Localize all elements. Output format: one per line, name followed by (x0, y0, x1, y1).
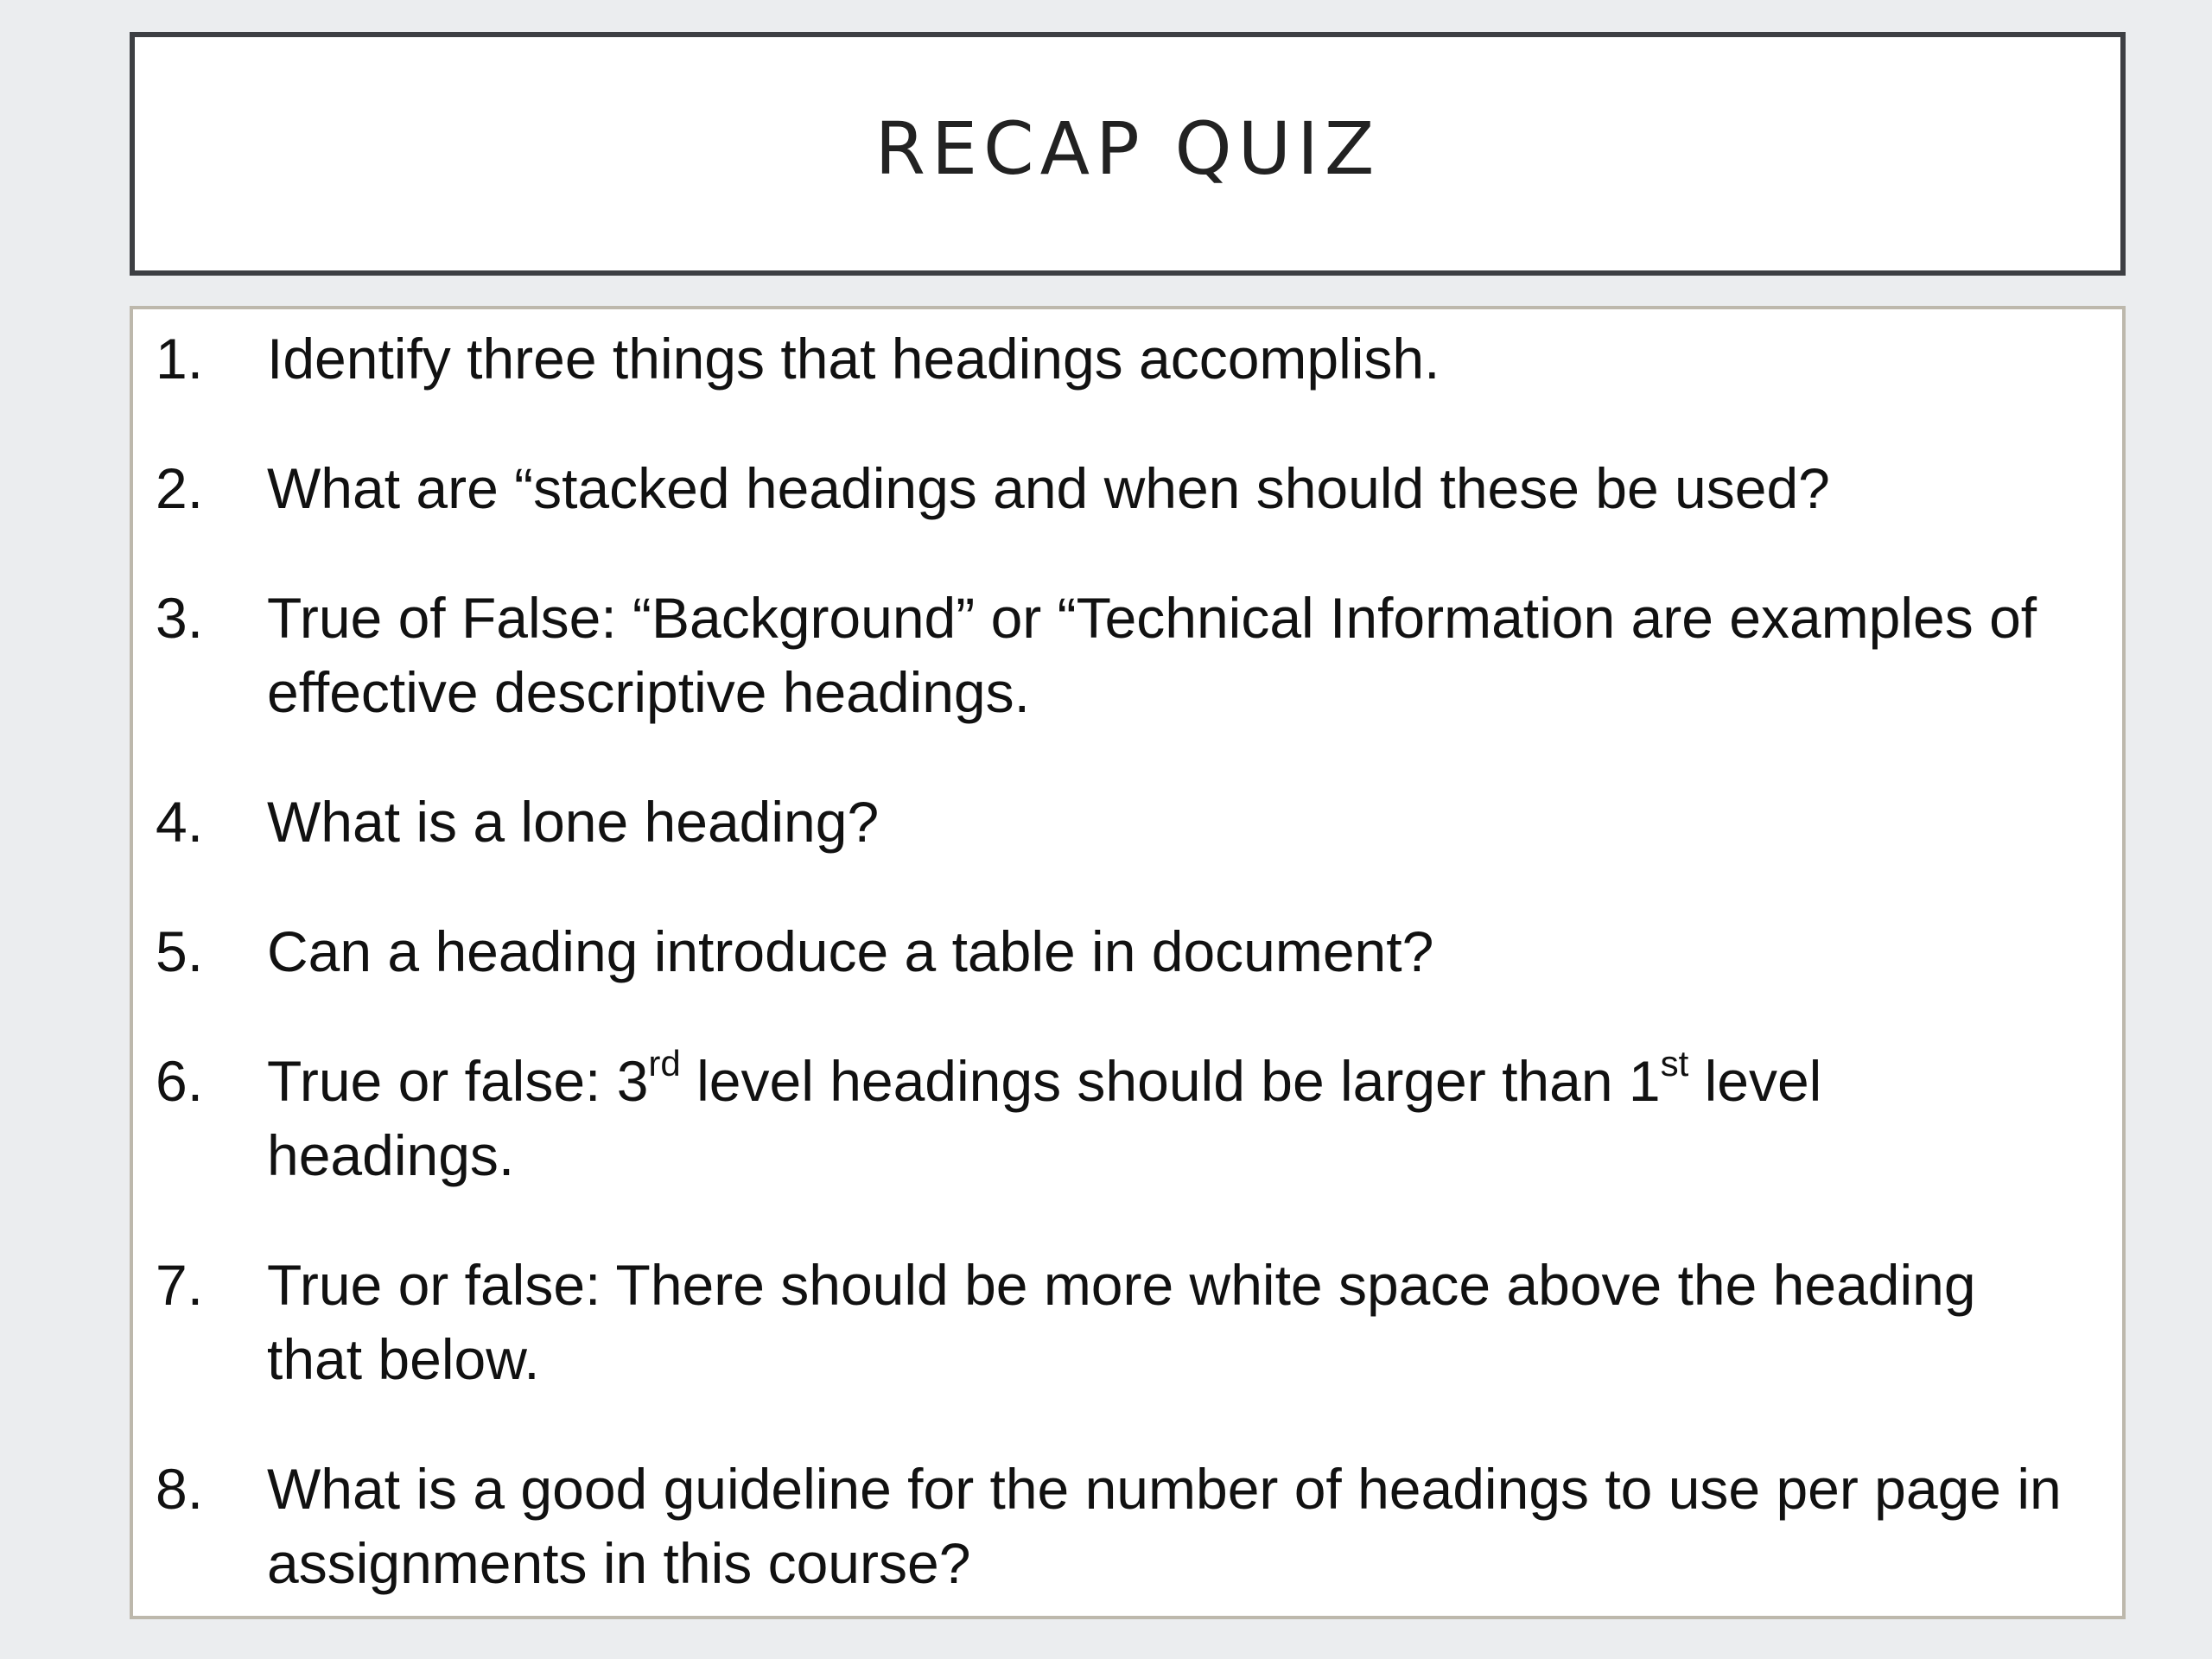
question-text-part: True or false: 3 (267, 1049, 649, 1113)
question-text: True or false: There should be more white space above the heading that below. (267, 1253, 1976, 1391)
question-number: 1. (156, 327, 204, 391)
quiz-question-3 (133, 581, 2122, 729)
quiz-question-5 (133, 914, 2122, 988)
slide-title: RECAP QUIZ (874, 106, 1381, 191)
question-text: True of False: “Background” or “Technical Information are examples of effective descriptive headings. (267, 586, 2037, 724)
quiz-question-6 (133, 1044, 2122, 1192)
ordinal-suffix: st (1660, 1043, 1689, 1084)
title-box (130, 32, 2126, 276)
quiz-question-7 (133, 1248, 2122, 1396)
quiz-question-4 (133, 785, 2122, 859)
question-number: 6. (156, 1049, 204, 1113)
quiz-list (133, 321, 2122, 1656)
question-text-part: level headings. (267, 1049, 1822, 1187)
question-number: 5. (156, 919, 204, 983)
question-number: 3. (156, 586, 204, 650)
question-text: What is a lone heading? (267, 790, 880, 854)
question-number: 7. (156, 1253, 204, 1317)
question-number: 4. (156, 790, 204, 854)
question-number: 8. (156, 1457, 204, 1521)
question-text (267, 1043, 1822, 1187)
quiz-question-2 (133, 451, 2122, 525)
quiz-question-8 (133, 1452, 2122, 1600)
question-text: Identify three things that headings accomplish. (267, 327, 1440, 391)
ordinal-suffix: rd (648, 1043, 681, 1084)
question-text: What are “stacked headings and when should these be used? (267, 456, 1830, 520)
question-number: 2. (156, 456, 204, 520)
question-text: What is a good guideline for the number of headings to use per page in assignments in this course? (267, 1457, 2062, 1595)
question-text-part: level headings should be larger than 1 (680, 1049, 1661, 1113)
question-text: Can a heading introduce a table in document? (267, 919, 1434, 983)
quiz-question-1 (133, 321, 2122, 396)
content-box (130, 306, 2126, 1619)
